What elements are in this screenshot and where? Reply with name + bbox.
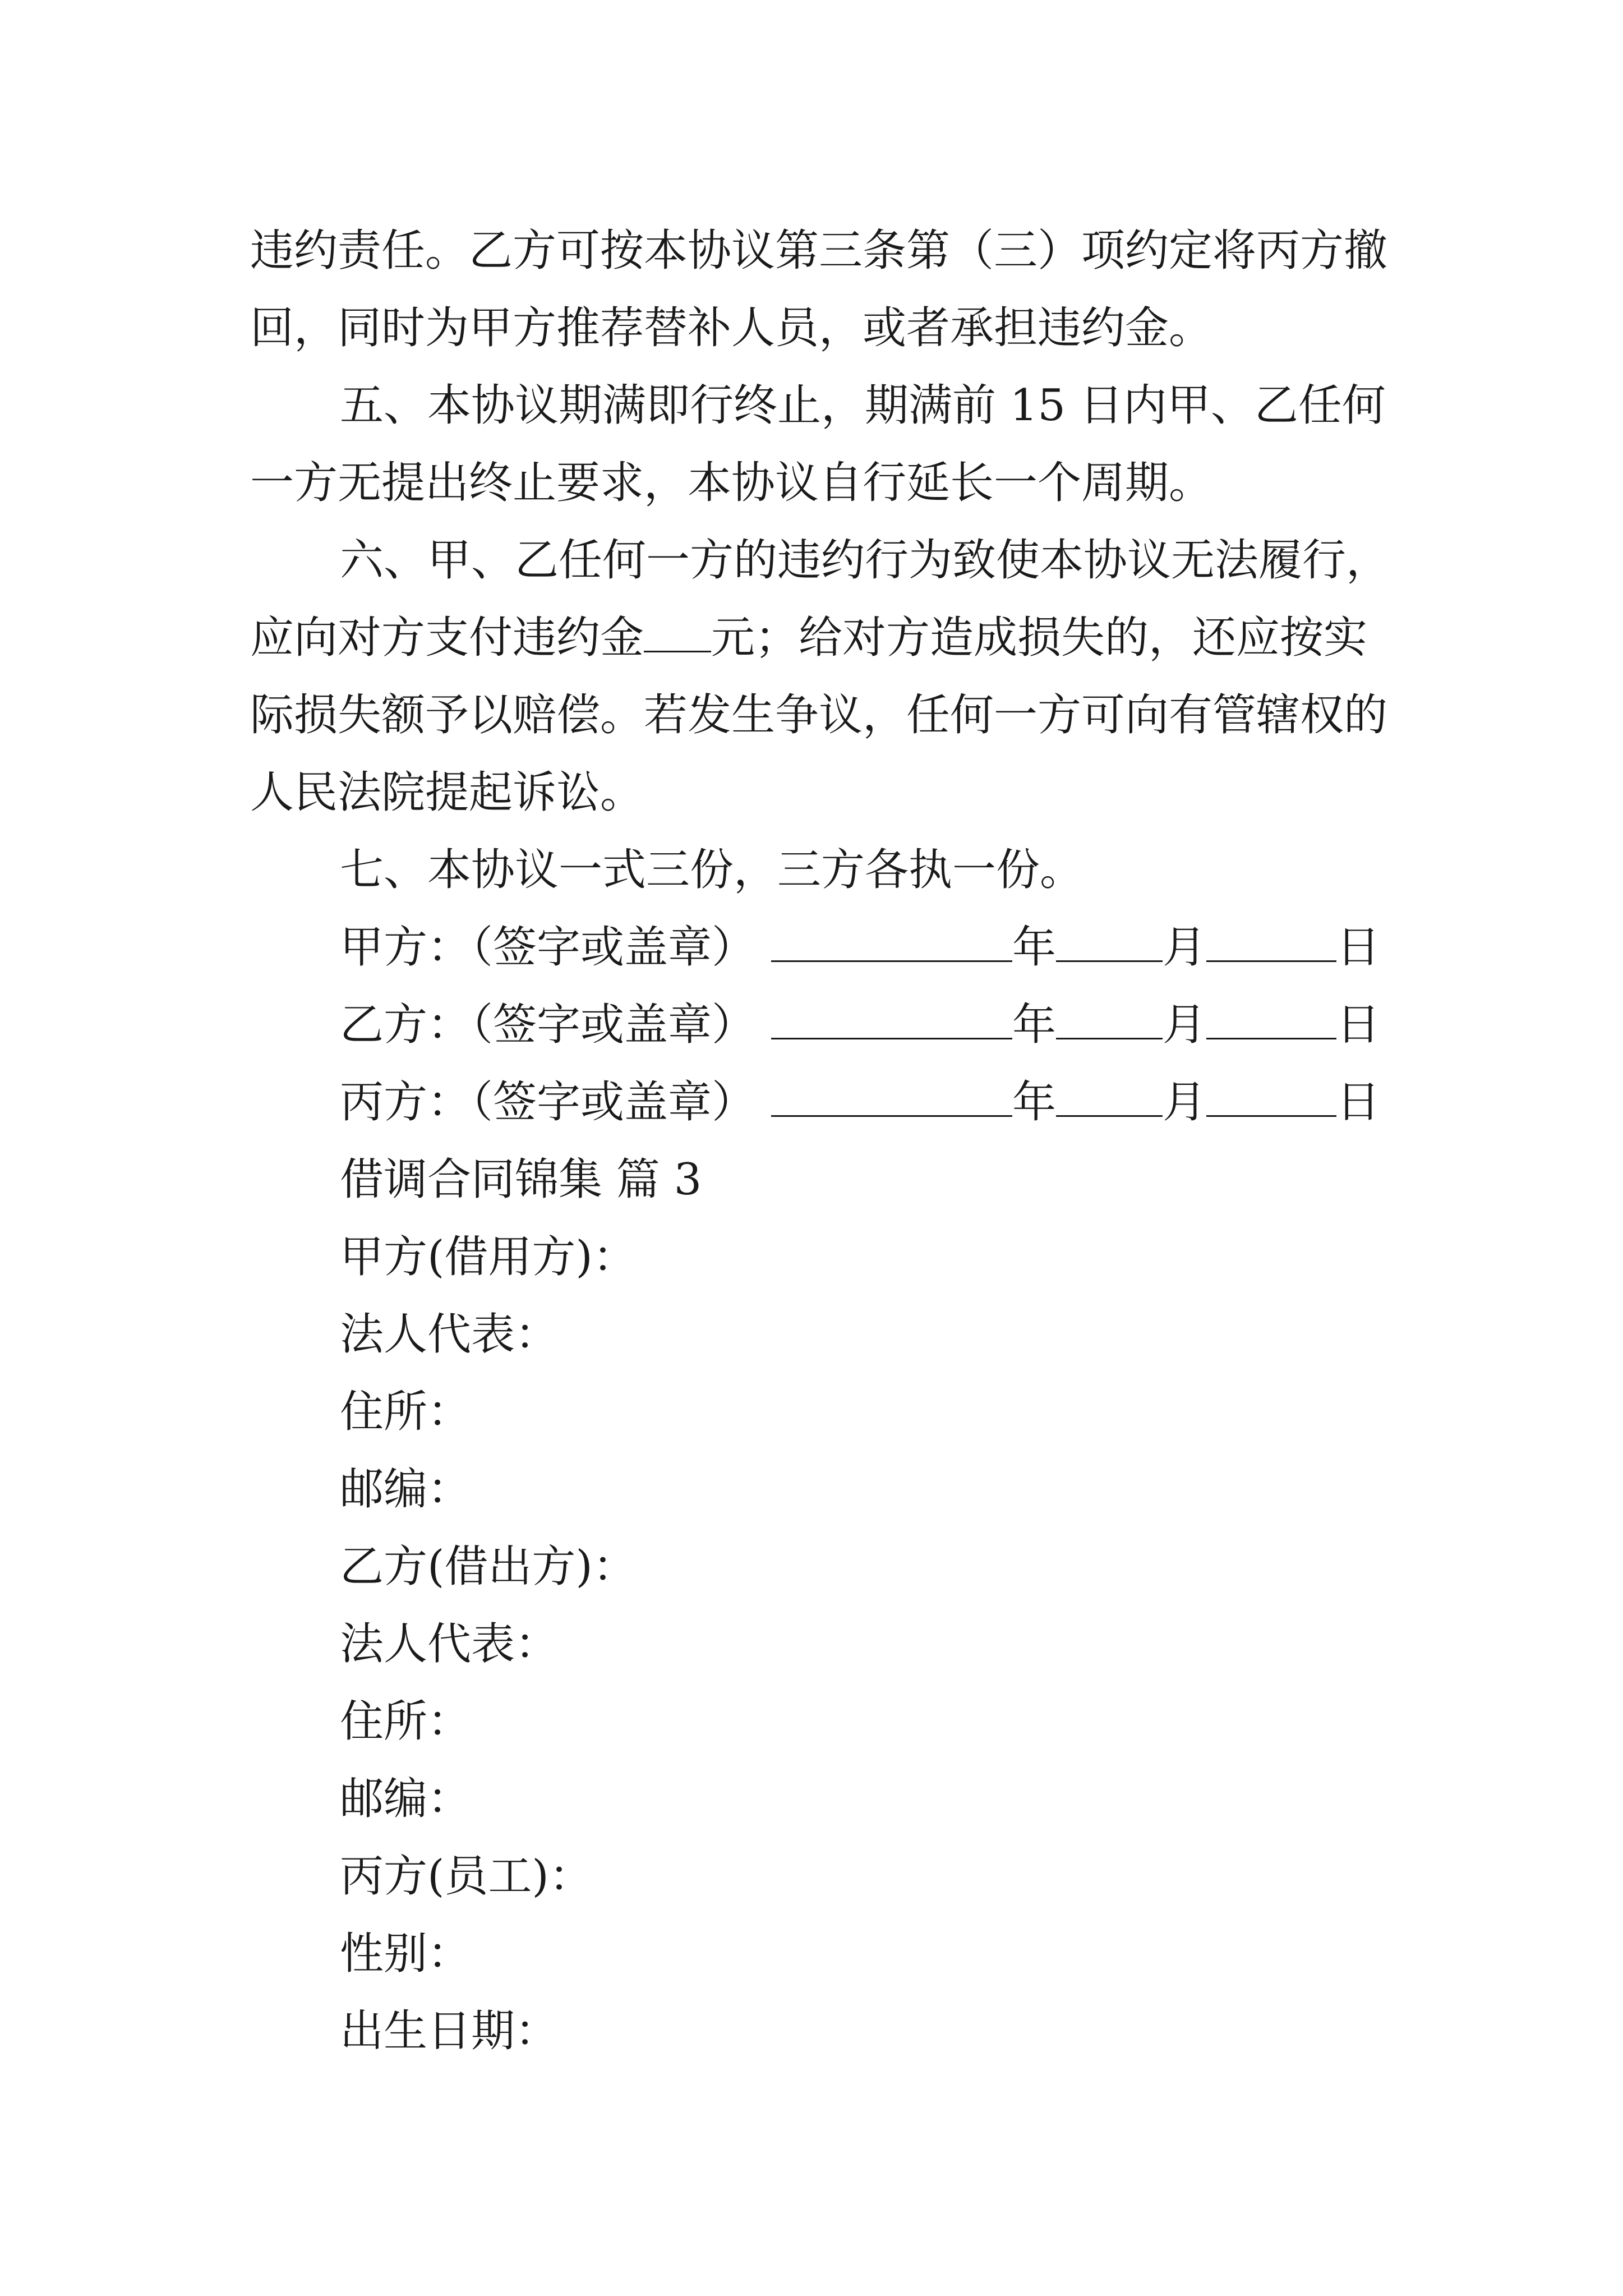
clause6-line2-after-blank: 元；给对方造成损失的，还应按实 <box>711 613 1368 663</box>
signature-month-label: 月 <box>1163 1000 1207 1050</box>
month-blank <box>1056 999 1163 1039</box>
field-borrower-legal-rep: 法人代表： <box>340 1309 559 1360</box>
field-lender-address: 住所： <box>340 1696 472 1747</box>
signature-month-label: 月 <box>1163 922 1207 973</box>
signature-year-label: 年 <box>1012 1000 1057 1050</box>
penalty-amount-blank <box>644 611 711 652</box>
field-lender-legal-rep: 法人代表： <box>340 1619 559 1669</box>
day-blank <box>1206 921 1336 962</box>
clause6-line2 <box>250 599 1394 677</box>
signature-blank <box>771 999 1012 1039</box>
signature-party-label: 乙方：（签字或盖章） <box>340 1000 756 1050</box>
day-blank <box>1206 1076 1336 1117</box>
signature-party-label: 丙方：（签字或盖章） <box>340 1077 756 1128</box>
field-borrower: 甲方(借用方)： <box>340 1232 637 1282</box>
signature-day-label: 日 <box>1336 922 1381 973</box>
signature-year-label: 年 <box>1012 1077 1057 1128</box>
signature-day-label: 日 <box>1336 1000 1381 1050</box>
clause6-line3: 际损失额予以赔偿。若发生争议，任何一方可向有管辖权的 <box>250 690 1388 740</box>
signature-year-label: 年 <box>1012 922 1057 973</box>
field-lender: 乙方(借出方)： <box>340 1542 637 1592</box>
signature-row-party-c <box>250 1064 1394 1141</box>
month-blank <box>1056 921 1163 962</box>
clause5-line2: 一方无提出终止要求，本协议自行延长一个周期。 <box>250 458 1213 508</box>
signature-day-label: 日 <box>1336 1077 1381 1128</box>
signature-party-label: 甲方：（签字或盖章） <box>340 922 756 973</box>
field-birth-date: 出生日期： <box>340 2006 559 2056</box>
field-employee: 丙方(员工)： <box>340 1851 593 1902</box>
field-borrower-address: 住所： <box>340 1387 472 1437</box>
month-blank <box>1056 1076 1163 1117</box>
signature-row-party-a <box>250 909 1394 986</box>
clause4-continued-line1: 违约责任。乙方可按本协议第三条第（三）项约定将丙方撤 <box>250 226 1388 276</box>
clause4-continued-line2: 回，同时为甲方推荐替补人员，或者承担违约金。 <box>250 303 1213 353</box>
section-title: 借调合同锦集 篇 3 <box>340 1154 702 1205</box>
field-borrower-postcode: 邮编： <box>340 1464 472 1515</box>
signature-month-label: 月 <box>1163 1077 1207 1128</box>
clause5-line1: 五、本协议期满即行终止，期满前 15 日内甲、乙任何 <box>340 380 1386 431</box>
clause6-line2-before-blank: 应向对方支付违约金 <box>250 613 644 663</box>
field-lender-postcode: 邮编： <box>340 1774 472 1824</box>
field-gender: 性别： <box>340 1929 472 1979</box>
day-blank <box>1206 999 1336 1039</box>
signature-row-party-b <box>250 986 1394 1064</box>
clause6-line1: 六、甲、乙任何一方的违约行为致使本协议无法履行， <box>340 535 1390 586</box>
signature-blank <box>771 1076 1012 1117</box>
signature-blank <box>771 921 1012 962</box>
document-body <box>250 212 1394 2070</box>
clause7: 七、本协议一式三份，三方各执一份。 <box>340 845 1084 895</box>
clause6-line4: 人民法院提起诉讼。 <box>250 767 644 818</box>
